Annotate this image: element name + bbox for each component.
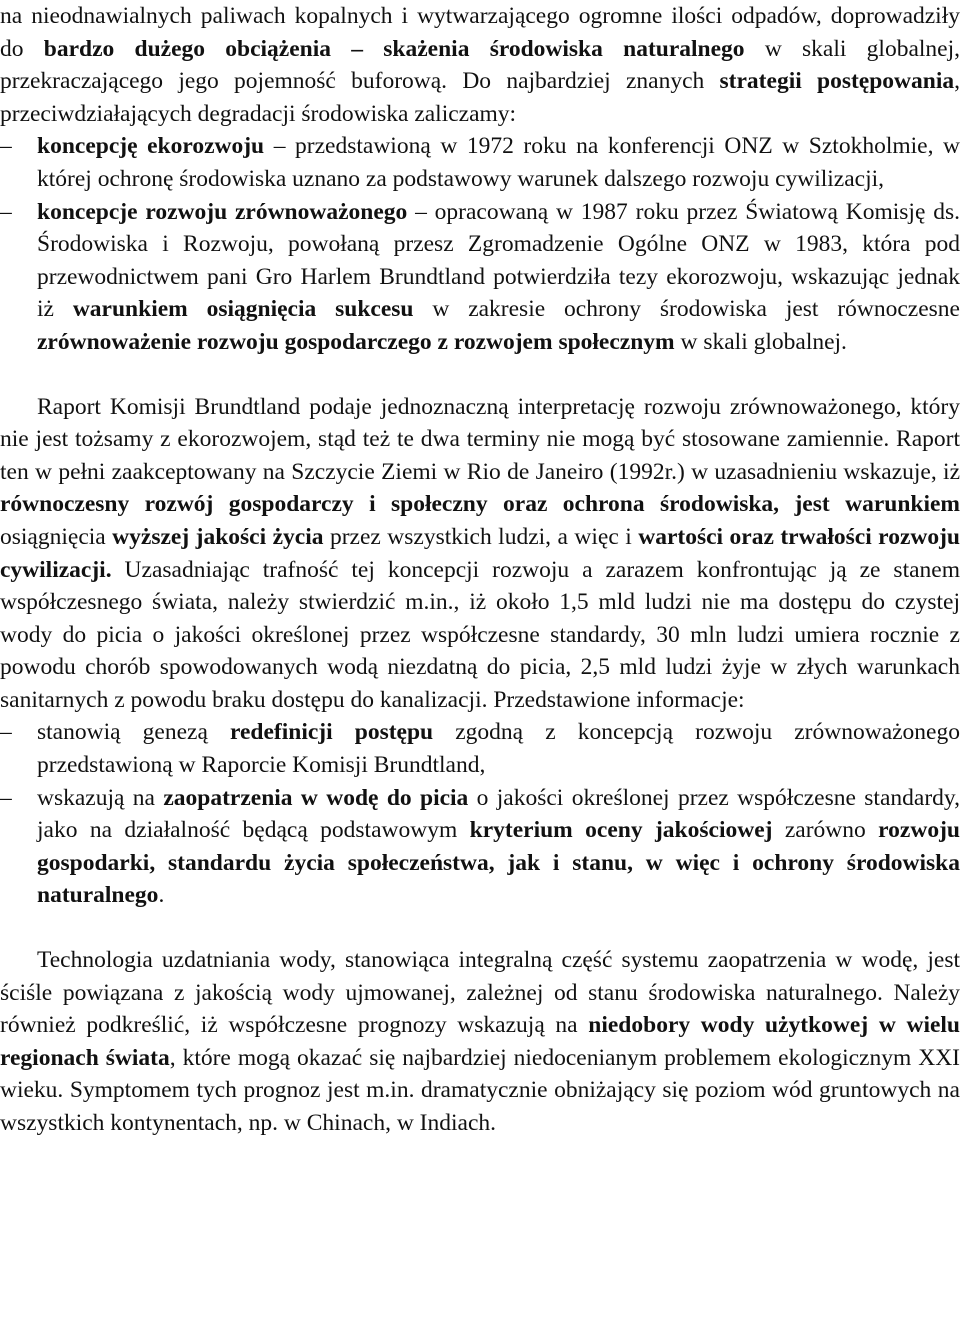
text-run: zgodną z koncepcją rozwoju zrównoważonego przedstawioną w Raporcie Komisji Brundtland, [37,719,960,779]
text-run: zarówno [772,817,879,844]
text-run: w zakresie ochrony środowiska jest równoczesne [413,296,960,323]
bold-text-run: bardzo dużego obciążenia – skażenia środowiska naturalnego [43,35,745,62]
list-item [0,130,960,195]
bold-text-run: strategii postępowania [719,68,955,95]
list-item [0,782,960,912]
text-run: , przeciwdziałających degradacji środowiska zaliczamy: [0,68,960,127]
bold-text-run: koncepcję ekorozwoju [37,133,265,160]
list-item [0,196,960,359]
text-run: w skali globalnej, przekraczającego jego pojemność buforową. Do najbardziej znanych [0,35,960,95]
paragraph-gap [0,912,960,944]
bold-text-run: rozwoju gospodarki, standardu życia społeczeństwa, jak i stanu, w więc i ochrony środowiska naturalnego [37,817,960,909]
paragraph-3 [0,944,960,1140]
bold-text-run: zaopatrzenia w wodę do picia [163,784,469,811]
list-item [0,716,960,781]
text-run: na nieodnawialnych paliwach kopalnych i wytwarzającego ogromne ilości odpadów, doprowadziły do [0,3,960,62]
list-item-text [37,782,960,912]
bold-text-run: równoczesny rozwój gospodarczy i społeczny oraz ochrona środowiska, jest warunkiem [0,491,960,518]
dash-bullet: – [0,784,12,811]
text-run: Uzasadniając trafność tej koncepcji rozwoju a zarazem konfrontując ją ze stanem współczesnego świata, należy stwierdzić m.in., iż około 1,5 mld ludzi nie ma dostępu do czystej wody do picia o jakości określonej przez współczesne standardy, 30 mln ludzi umiera rocznie z powodu chorób spowodowanych wodą niezdatną do picia, 2,5 mld ludzi żyje w złych warunkach sanitarnych z powodu braku dostępu do kanalizacji. Przedstawione informacje: [0,556,960,713]
list-item-text [37,196,960,359]
text-run: w skali globalnej. [674,328,847,355]
text-run: – przedstawioną w 1972 roku na konferencji ONZ w Sztokholmie, w której ochronę środowiska uznano za podstawowy warunek dalszego rozwoju cywilizacji, [37,133,960,192]
bold-text-run: warunkiem osiągnięcia sukcesu [72,296,414,323]
text-run: , które mogą okazać się najbardziej niedocenianym problemem ekologicznym XXI wieku. Symptomem tych prognoz jest m.in. dramatycznie obniżający się poziom wód gruntowych na wszystkich kontynentach, np. w Chinach, w Indiach. [0,1044,960,1136]
text-run: przez wszystkich ludzi, a więc i [323,523,639,550]
bold-text-run: zrównoważenie rozwoju gospodarczego z rozwojem społecznym [37,328,675,355]
paragraph-1 [0,0,960,130]
text-run: wskazują na [37,784,164,811]
bold-text-run: wartości oraz trwałości rozwoju cywilizacji. [0,523,960,583]
text-run: . [158,882,165,909]
text-run: o jakości określonej przez współczesne standardy, jako na działalność będącą podstawowym [37,784,960,844]
list-item-text [37,130,960,195]
dash-bullet: – [0,719,12,746]
bold-text-run: wyższej jakości życia [112,523,324,550]
bold-text-run: redefinicji postępu [229,719,434,746]
bold-text-run: koncepcje rozwoju zrównoważonego [37,198,408,225]
paragraph-2 [0,391,960,717]
bold-text-run: kryterium oceny jakościowej [469,817,773,844]
text-run: Raport Komisji Brundtland podaje jednoznaczną interpretację rozwoju zrównoważonego, który nie jest tożsamy z ekorozwojem, stąd też te dwa terminy nie mogą być stosowane zamiennie. Raport ten w pełni zaakceptowany na Szczycie Ziemi w Rio de Janeiro (1992r.) w uzasadnieniu wskazuje, iż [0,393,960,485]
text-run: – opracowaną w 1987 roku przez Światową Komisję ds. Środowiska i Rozwoju, powołaną przesz Zgromadzenie Ogólne ONZ w 1983, która pod przewodnictwem pani Gro Harlem Brundtland potwierdziła tezy ekorozwoju, wskazując jednak iż [37,198,960,323]
list-item-text [37,716,960,781]
dash-bullet: – [0,198,12,225]
strategy-list [0,130,960,358]
dash-bullet: – [0,133,12,160]
text-run: Technologia uzdatniania wody, stanowiąca integralną część systemu zaopatrzenia w wodę, jest ściśle powiązana z jakością wody ujmowanej, zależnej od stanu środowiska naturalnego. Należy również podkreślić, iż współczesne prognozy wskazują na [0,947,960,1039]
paragraph-gap [0,359,960,391]
bold-text-run: niedobory wody użytkowej w wielu regionach świata [0,1012,960,1071]
text-run: osiągnięcia [0,523,113,550]
text-run: stanowią genezą [37,719,230,746]
information-list [0,716,960,912]
